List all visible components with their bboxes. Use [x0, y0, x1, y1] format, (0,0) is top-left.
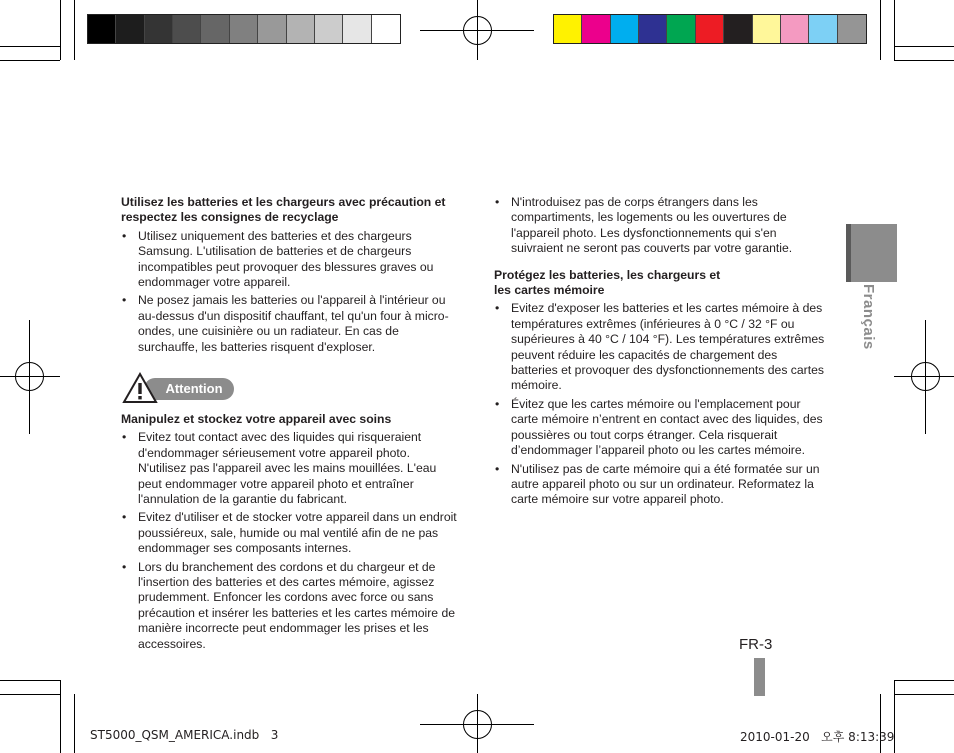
color-swatch — [343, 15, 371, 43]
foreign-objects-list — [494, 195, 826, 257]
list-item: • Utilisez uniquement des batteries et des chargeurs Samsung. L'utilisation de batteries et de chargeurs incompatibles peut provoquer des blessures graves ou endommager votre appareil. — [121, 229, 461, 291]
trim-line — [60, 680, 61, 753]
crop-mark — [0, 46, 60, 47]
list-item: • N'utilisez pas de carte mémoire qui a été formatée sur un autre appareil photo ou sur un ordinateur. Reformatez la carte mémoire sur votre appareil photo. — [494, 462, 826, 508]
crop-mark — [894, 46, 954, 47]
section-heading-protect: Protégez les batteries, les chargeurs et les cartes mémoire — [494, 267, 721, 298]
page-number-tab — [754, 658, 765, 696]
handling-precautions-list — [121, 430, 461, 652]
color-swatch — [145, 15, 173, 43]
language-label: Français — [860, 284, 877, 350]
trim-line — [894, 60, 954, 61]
grayscale-color-bar — [87, 14, 401, 44]
color-swatch — [173, 15, 201, 43]
crop-mark — [0, 694, 60, 695]
color-swatch — [372, 15, 400, 43]
attention-label: Attention — [144, 378, 234, 400]
trim-line — [894, 0, 895, 60]
footer-timestamp: 2010-01-20 오후 8:13:39 — [740, 730, 895, 744]
list-item: • Evitez d'utiliser et de stocker votre appareil dans un endroit poussiéreux, sale, humide ou mal ventilé afin de ne pas endommager ses composants internes. — [121, 510, 461, 556]
footer-filename: ST5000_QSM_AMERICA.indb 3 — [90, 728, 279, 742]
section-heading-batteries: Utilisez les batteries et les chargeurs avec précaution et respectez les consignes de recyclage — [121, 195, 446, 225]
crop-mark — [74, 694, 75, 753]
color-swatch — [611, 15, 639, 43]
color-swatch — [639, 15, 667, 43]
color-swatch — [554, 15, 582, 43]
crop-mark — [894, 694, 954, 695]
color-swatch — [582, 15, 610, 43]
process-color-bar — [553, 14, 867, 44]
list-item: • Evitez tout contact avec des liquides qui risqueraient d'endommager sérieusement votre appareil photo. N'utilisez pas l'appareil avec les mains mouillées. L'eau peut endommager votre appareil photo et entraîner l'annulation de la garantie du fabricant. — [121, 430, 461, 507]
trim-line — [0, 60, 60, 61]
list-item: • Lors du branchement des cordons et du chargeur et de l'insertion des batteries et des cartes mémoire, agissez prudemment. Enfoncer les cordons avec force ou sans précaution et insérer les batteries et les cartes mémoire de manière incorrecte peut endommager les prises et les accessoires. — [121, 560, 461, 652]
language-tab-edge — [846, 224, 851, 282]
color-swatch — [781, 15, 809, 43]
trim-line — [60, 0, 61, 60]
color-swatch — [201, 15, 229, 43]
color-swatch — [88, 15, 116, 43]
color-swatch — [667, 15, 695, 43]
color-swatch — [315, 15, 343, 43]
language-tab — [846, 224, 897, 282]
section-heading-handling: Manipulez et stockez votre appareil avec soins — [121, 412, 392, 426]
color-swatch — [258, 15, 286, 43]
color-swatch — [809, 15, 837, 43]
color-swatch — [287, 15, 315, 43]
color-swatch — [724, 15, 752, 43]
color-swatch — [838, 15, 866, 43]
crop-mark — [74, 0, 75, 60]
page-number: FR-3 — [739, 636, 773, 653]
battery-precautions-list — [121, 229, 461, 355]
warning-triangle-icon — [122, 372, 158, 404]
right-column — [494, 195, 826, 511]
color-swatch — [116, 15, 144, 43]
color-swatch — [753, 15, 781, 43]
color-swatch — [696, 15, 724, 43]
list-item: • Évitez que les cartes mémoire ou l'emplacement pour carte mémoire n’entrent en contact avec des liquides, des poussières ou tout corps étranger. Cela risquerait d’endommager l’appareil photo ou les cartes mémoire. — [494, 397, 826, 459]
trim-line — [0, 680, 60, 681]
protect-batteries-list — [494, 301, 826, 507]
crop-mark — [880, 0, 881, 60]
list-item: • Ne posez jamais les batteries ou l'appareil à l'intérieur ou au-dessus d'un dispositif chauffant, tel qu'un four à micro-ondes, une cuisinière ou un radiateur. En cas de surchauffe, les batteries risquent d'exploser. — [121, 293, 461, 355]
list-item: • Evitez d'exposer les batteries et les cartes mémoire à des températures extrêmes (inférieures à 0 °C / 32 °F ou supérieures à 40 °C / 104 °F). Les températures extrêmes peuvent réduire les capacités de chargement des batteries et provoquer des dysfonctionnements des cartes mémoire. — [494, 301, 826, 393]
attention-callout — [122, 372, 234, 404]
left-column — [121, 195, 461, 358]
left-column-lower — [121, 412, 461, 655]
color-swatch — [230, 15, 258, 43]
trim-line — [894, 680, 954, 681]
list-item: • N'introduisez pas de corps étrangers dans les compartiments, les logements ou les ouvertures de l'appareil photo. Les dysfonctionnements qui s'en suivraient ne seront pas couverts par votre garantie. — [494, 195, 826, 257]
